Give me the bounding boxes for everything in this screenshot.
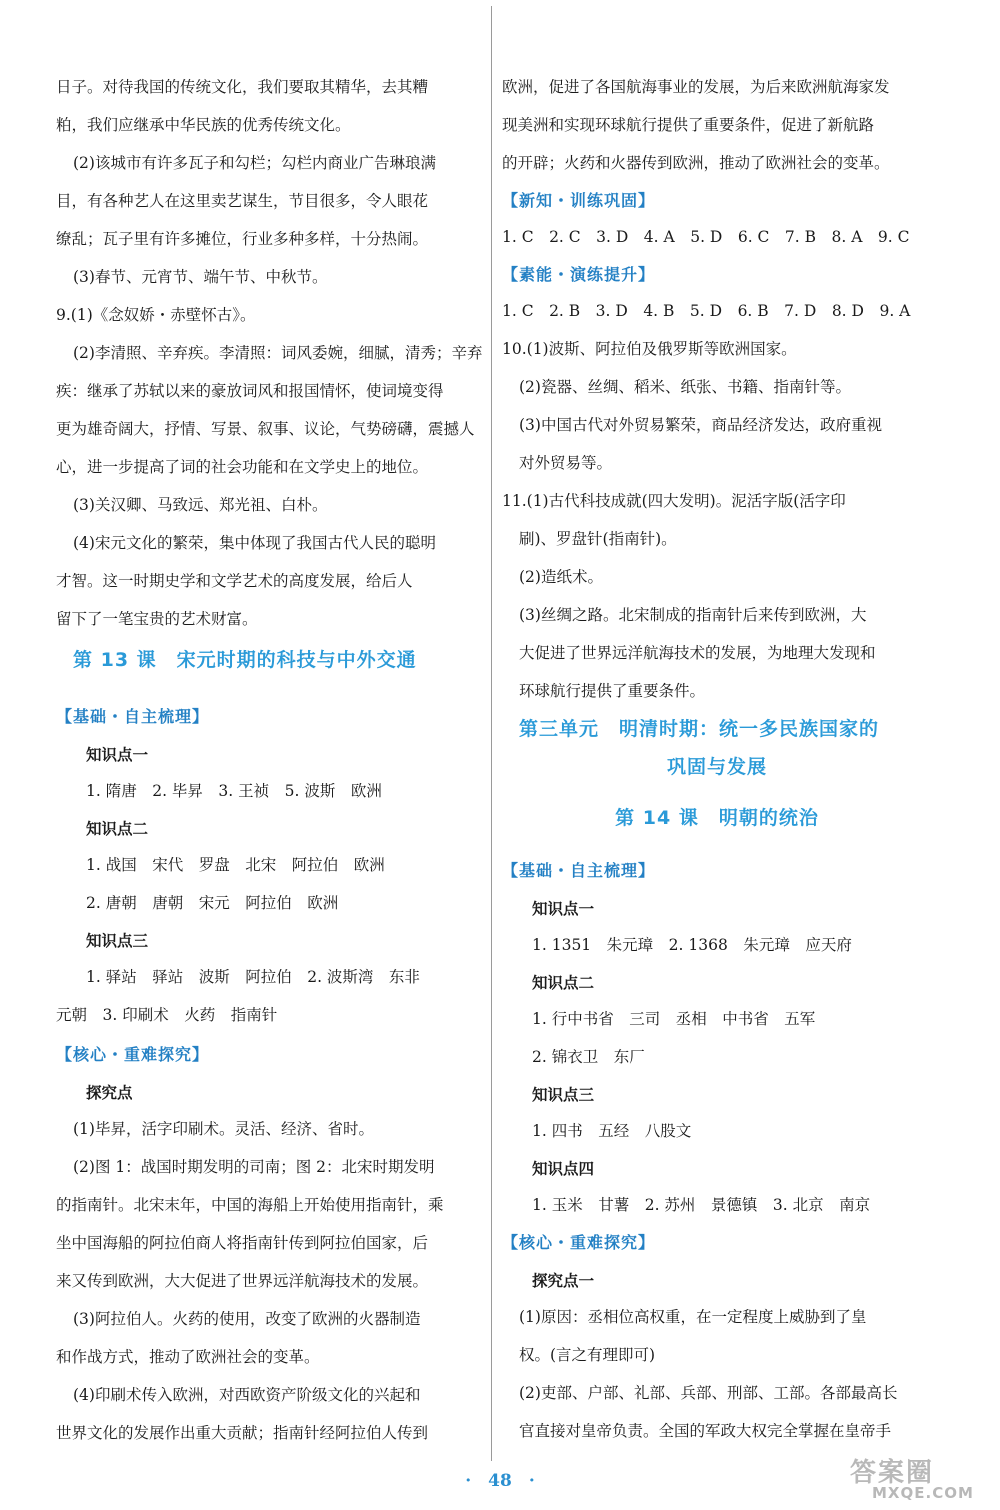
- answer-line: 来又传到欧洲，大大促进了世界远洋航海技术的发展。: [56, 1272, 429, 1290]
- answer-line: 1. 驿站 驿站 波斯 阿拉伯 2. 波斯湾 东非: [86, 968, 420, 986]
- answer-line: 的指南针。北宋末年，中国的海船上开始使用指南针，乘: [56, 1196, 444, 1214]
- answer-line: 1. 隋唐 2. 毕昇 3. 王祯 5. 波斯 欧洲: [86, 782, 382, 800]
- answer-line: 坐中国海船的阿拉伯商人将指南针传到阿拉伯国家，后: [56, 1234, 429, 1252]
- answer-line: 刷)、罗盘针(指南针)。: [519, 530, 677, 548]
- answer-line: (2)造纸术。: [519, 568, 603, 586]
- knowledge-point-label: 知识点四: [532, 1159, 595, 1178]
- answer-line: 日子。对待我国的传统文化，我们要取其精华，去其糟: [56, 78, 429, 96]
- answer-line: 官直接对皇帝负责。全国的军政大权完全掌握在皇帝手: [519, 1422, 892, 1440]
- section-heading: 巩固与发展: [666, 756, 767, 778]
- section-heading: 第 14 课 明朝的统治: [615, 807, 819, 829]
- knowledge-point-label: 探究点: [86, 1083, 133, 1102]
- knowledge-point-label: 探究点一: [532, 1271, 595, 1290]
- answer-line: 缭乱；瓦子里有许多摊位，行业多种多样，十分热闹。: [56, 230, 429, 248]
- knowledge-point-label: 知识点三: [86, 931, 149, 950]
- knowledge-point-label: 知识点三: [532, 1085, 595, 1104]
- watermark: [850, 1452, 990, 1504]
- answer-line: 权。(言之有理即可): [519, 1346, 656, 1364]
- answer-line: 1. 战国 宋代 罗盘 北宋 阿拉伯 欧洲: [86, 856, 385, 874]
- answer-line: 2. 锦衣卫 东厂: [532, 1048, 645, 1066]
- section-heading: 第三单元 明清时期：统一多民族国家的: [519, 718, 880, 740]
- section-tag: 【基础・自主梳理】: [502, 861, 656, 880]
- section-heading: 第 13 课 宋元时期的科技与中外交通: [73, 649, 417, 671]
- answer-line: 1. C 2. B 3. D 4. B 5. D 6. B 7. D 8. D 9. A: [502, 302, 911, 320]
- answer-line: 9.(1)《念奴娇・赤壁怀古》。: [56, 306, 256, 324]
- answer-line: 的开辟；火药和火器传到欧洲，推动了欧洲社会的变革。: [502, 154, 890, 172]
- answer-line: 环球航行提供了重要条件。: [519, 682, 706, 700]
- answer-line: (1)原因：丞相位高权重，在一定程度上威胁到了皇: [519, 1308, 867, 1326]
- answer-line: (4)印刷术传入欧洲，对西欧资产阶级文化的兴起和: [73, 1386, 421, 1404]
- knowledge-point-label: 知识点二: [532, 973, 595, 992]
- answer-line: 欧洲，促进了各国航海事业的发展，为后来欧洲航海家发: [502, 78, 890, 96]
- answer-line: 11.(1)古代科技成就(四大发明)。泥活字版(活字印: [502, 492, 846, 510]
- watermark-logo-text: 答案圈: [850, 1458, 935, 1488]
- section-tag: 【基础・自主梳理】: [56, 707, 210, 726]
- answer-line: 更为雄奇阔大，抒情、写景、叙事、议论，气势磅礴，震撼人: [56, 420, 475, 438]
- answer-line: 目，有各种艺人在这里卖艺谋生，节目很多，令人眼花: [56, 192, 429, 210]
- answer-line: 大促进了世界远洋航海技术的发展，为地理大发现和: [519, 644, 876, 662]
- answer-line: 1. 玉米 甘薯 2. 苏州 景德镇 3. 北京 南京: [532, 1196, 871, 1214]
- answer-line: (2)瓷器、丝绸、稻米、纸张、书籍、指南针等。: [519, 378, 851, 396]
- answer-line: 10.(1)波斯、阿拉伯及俄罗斯等欧洲国家。: [502, 340, 797, 358]
- answer-line: (3)中国古代对外贸易繁荣，商品经济发达，政府重视: [519, 416, 882, 434]
- answer-line: 2. 唐朝 唐朝 宋元 阿拉伯 欧洲: [86, 894, 339, 912]
- answer-line: 1. 四书 五经 八股文: [532, 1122, 692, 1140]
- answer-line: 现美洲和实现环球航行提供了重要条件，促进了新航路: [502, 116, 875, 134]
- page-number: · 48 ·: [465, 1471, 535, 1491]
- answer-line: 1. 1351 朱元璋 2. 1368 朱元璋 应天府: [532, 936, 852, 954]
- answer-line: 1. C 2. C 3. D 4. A 5. D 6. C 7. B 8. A 9. C: [502, 228, 910, 246]
- answer-line: 才智。这一时期史学和文学艺术的高度发展，给后人: [56, 572, 413, 590]
- answer-line: (3)关汉卿、马致远、郑光祖、白朴。: [73, 496, 328, 514]
- knowledge-point-label: 知识点一: [86, 745, 149, 764]
- answer-line: (4)宋元文化的繁荣，集中体现了我国古代人民的聪明: [73, 534, 436, 552]
- column-divider: [491, 6, 492, 1461]
- answer-line: 1. 行中书省 三司 丞相 中书省 五军: [532, 1010, 816, 1028]
- section-tag: 【核心・重难探究】: [56, 1045, 210, 1064]
- answer-line: 心，进一步提高了词的社会功能和在文学史上的地位。: [56, 458, 429, 476]
- answer-line: (3)阿拉伯人。火药的使用，改变了欧洲的火器制造: [73, 1310, 421, 1328]
- answer-line: 疾：继承了苏轼以来的豪放词风和报国情怀，使词境变得: [56, 382, 444, 400]
- answer-line: (2)该城市有许多瓦子和勾栏；勾栏内商业广告琳琅满: [73, 154, 436, 172]
- knowledge-point-label: 知识点二: [86, 819, 149, 838]
- answer-line: (2)李清照、辛弃疾。李清照：词风委婉，细腻，清秀；辛弃: [73, 344, 483, 362]
- answer-line: 留下了一笔宝贵的艺术财富。: [56, 610, 258, 628]
- answer-line: (2)图 1：战国时期发明的司南；图 2：北宋时期发明: [73, 1158, 435, 1176]
- answer-line: 粕，我们应继承中华民族的优秀传统文化。: [56, 116, 351, 134]
- answer-line: 世界文化的发展作出重大贡献；指南针经阿拉伯人传到: [56, 1424, 429, 1442]
- answer-line: 元朝 3. 印刷术 火药 指南针: [56, 1006, 278, 1024]
- section-tag: 【核心・重难探究】: [502, 1233, 656, 1252]
- answer-line: (1)毕昇，活字印刷术。灵活、经济、省时。: [73, 1120, 374, 1138]
- section-tag: 【素能・演练提升】: [502, 265, 656, 284]
- answer-line: (3)春节、元宵节、端午节、中秋节。: [73, 268, 328, 286]
- section-tag: 【新知・训练巩固】: [502, 191, 656, 210]
- answer-line: (2)吏部、户部、礼部、兵部、刑部、工部。各部最高长: [519, 1384, 898, 1402]
- watermark-url: MXQE.COM: [872, 1484, 974, 1502]
- answer-line: (3)丝绸之路。北宋制成的指南针后来传到欧洲，大: [519, 606, 867, 624]
- answer-line: 和作战方式，推动了欧洲社会的变革。: [56, 1348, 320, 1366]
- answer-line: 对外贸易等。: [519, 454, 613, 472]
- knowledge-point-label: 知识点一: [532, 899, 595, 918]
